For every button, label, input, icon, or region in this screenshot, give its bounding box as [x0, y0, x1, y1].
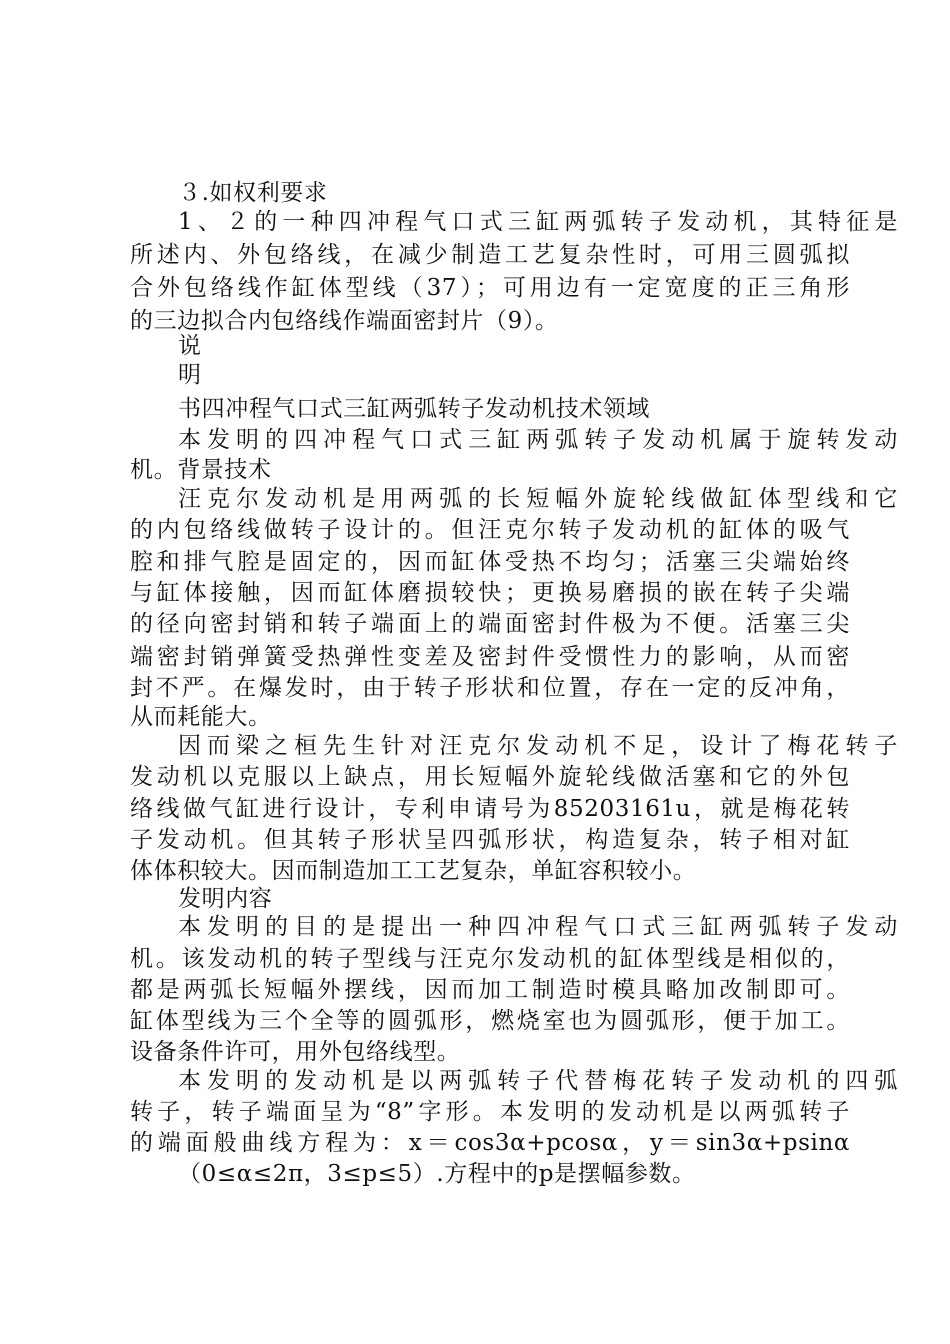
text-line: 的内包络线做转子设计的。但汪克尔转子发动机的缸体的吸气 — [130, 517, 850, 543]
equation-line: 的端面般曲线方程为：x＝cos3α+pcosα，y＝sin3α+psinα — [130, 1130, 850, 1156]
text-line: 子发动机。但其转子形状呈四弧形状，构造复杂，转子相对缸 — [130, 827, 850, 853]
text-line: 因而梁之桓先生针对汪克尔发动机不足，设计了梅花转子 — [178, 733, 898, 759]
section-heading: 书四冲程气口式三缸两弧转子发动机技术领域 — [178, 396, 650, 422]
text-line: 本发明的目的是提出一种四冲程气口式三缸两弧转子发动 — [178, 914, 898, 940]
equation-line: （0≤α≤2π，3≤p≤5）.方程中的p是摆幅参数。 — [178, 1161, 696, 1187]
text-line: 说 — [178, 333, 202, 359]
text-line: 发动机以克服以上缺点，用长短幅外旋轮线做活塞和它的外包 — [130, 764, 850, 790]
text-line: 腔和排气腔是固定的，因而缸体受热不均匀；活塞三尖端始终 — [130, 549, 850, 575]
text-line: 络线做气缸进行设计，专利申请号为85203161u，就是梅花转 — [130, 796, 850, 822]
text-line: 从而耗能大。 — [130, 704, 272, 730]
text-line: 合外包络线作缸体型线（37）；可用边有一定宽度的正三角形 — [130, 275, 850, 301]
text-line: 汪克尔发动机是用两弧的长短幅外旋轮线做缸体型线和它 — [178, 486, 898, 512]
text-line: ３.如权利要求 — [178, 180, 328, 206]
text-line: 本发明的四冲程气口式三缸两弧转子发动机属于旋转发动 — [178, 427, 898, 453]
text-line: 1、２的一种四冲程气口式三缸两弧转子发动机，其特征是 — [178, 209, 898, 235]
text-line: 与缸体接触，因而缸体磨损较快；更换易磨损的嵌在转子尖端 — [130, 580, 850, 606]
text-line: 设备条件许可，用外包络线型。 — [130, 1039, 461, 1065]
text-line: 的三边拟合内包络线作端面密封片（9）。 — [130, 308, 559, 334]
text-line: 本发明的发动机是以两弧转子代替梅花转子发动机的四弧 — [178, 1068, 898, 1094]
text-line: 所述内、外包络线，在减少制造工艺复杂性时，可用三圆弧拟 — [130, 242, 850, 268]
text-line: 体体积较大。因而制造加工工艺复杂，单缸容积较小。 — [130, 858, 697, 884]
text-line: 转子，转子端面呈为“8”字形。本发明的发动机是以两弧转子 — [130, 1099, 850, 1125]
text-line: 的径向密封销和转子端面上的端面密封件极为不便。活塞三尖 — [130, 611, 850, 637]
text-line: 都是两弧长短幅外摆线，因而加工制造时模具略加改制即可。 — [130, 977, 850, 1003]
text-line: 机。背景技术 — [130, 457, 272, 483]
text-line: 缸体型线为三个全等的圆弧形，燃烧室也为圆弧形，便于加工。 — [130, 1008, 850, 1034]
text-line: 端密封销弹簧受热弹性变差及密封件受惯性力的影响，从而密 — [130, 644, 850, 670]
text-line: 机。该发动机的转子型线与汪克尔发动机的缸体型线是相似的， — [130, 946, 850, 972]
text-line: 封不严。在爆发时，由于转子形状和位置，存在一定的反冲角， — [130, 675, 850, 701]
text-line: 明 — [178, 362, 202, 388]
section-heading: 发明内容 — [178, 886, 273, 912]
